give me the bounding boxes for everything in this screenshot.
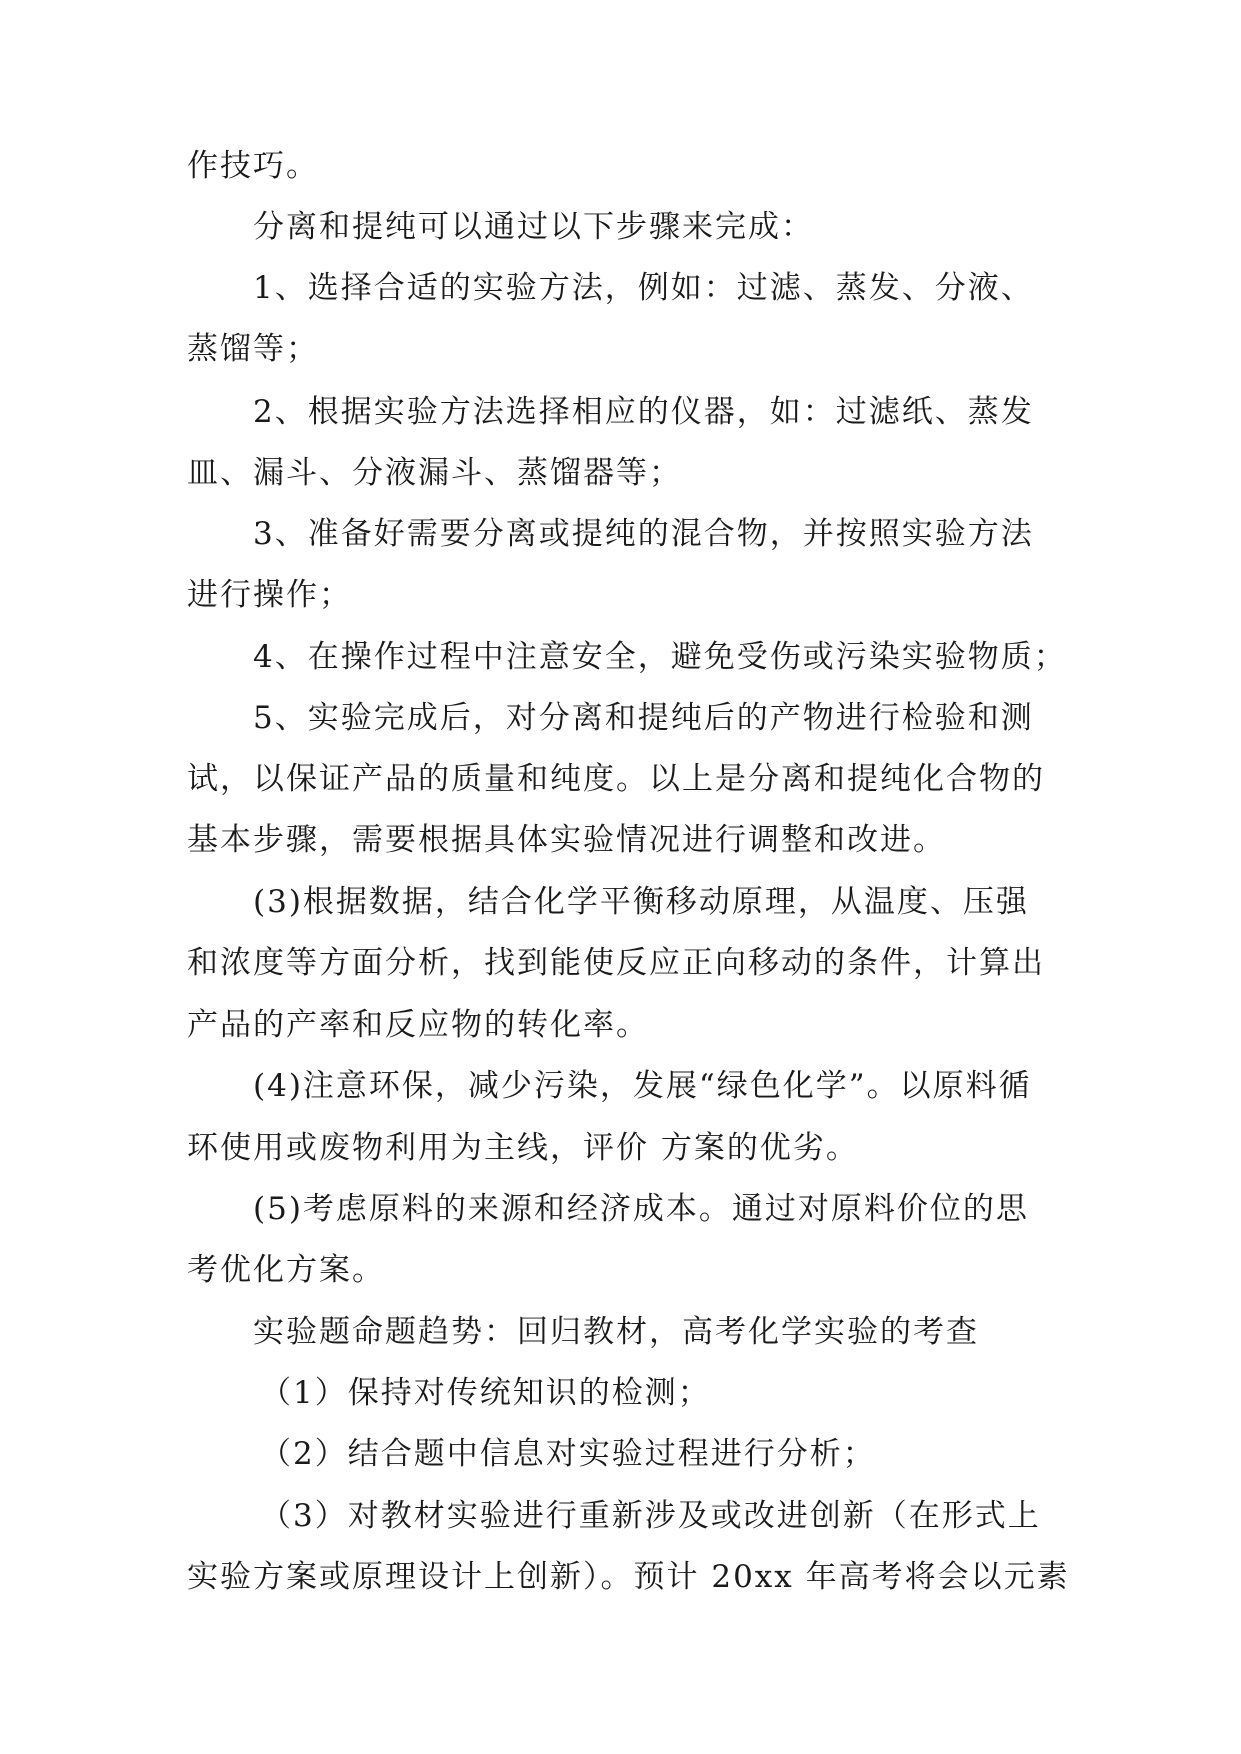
point-5-line: (5)考虑原料的来源和经济成本。通过对原料价位的思: [253, 1191, 1029, 1227]
trend-item-1-line: （1）保持对传统知识的检测；: [260, 1375, 711, 1411]
list-item-2-line: 2、根据实验方法选择相应的仪器，如：过滤纸、蒸发: [253, 394, 1034, 430]
trend-item-2-line: （2）结合题中信息对实验过程进行分析；: [260, 1436, 876, 1472]
list-item-4-line: 4、在操作过程中注意安全，避免受伤或污染实验物质；: [253, 639, 1067, 675]
point-3-line: (3)根据数据，结合化学平衡移动原理，从温度、压强: [253, 884, 1029, 920]
paragraph-line: 分离和提纯可以通过以下步骤来完成：: [253, 209, 814, 245]
text-line: 作技巧。: [187, 148, 319, 184]
point-4-line: (4)注意环保，减少污染，发展“绿色化学”。以原料循: [253, 1068, 1032, 1104]
list-item-5-line: 5、实验完成后，对分离和提纯后的产物进行检验和测: [253, 700, 1034, 736]
point-3-line: 和浓度等方面分析，找到能使反应正向移动的条件，计算出: [187, 945, 1045, 981]
list-item-3-line: 3、准备好需要分离或提纯的混合物，并按照实验方法: [253, 516, 1034, 552]
list-item-5-line: 试，以保证产品的质量和纯度。以上是分离和提纯化合物的: [187, 761, 1045, 797]
trend-item-3-line: （3）对教材实验进行重新涉及或改进创新（在形式上: [260, 1498, 1041, 1534]
point-3-line: 产品的产率和反应物的转化率。: [187, 1007, 649, 1043]
section-heading-line: 实验题命题趋势：回归教材，高考化学实验的考查: [253, 1314, 979, 1350]
list-item-2-line: 皿、漏斗、分液漏斗、蒸馏器等；: [187, 455, 682, 491]
list-item-5-line: 基本步骤，需要根据具体实验情况进行调整和改进。: [187, 822, 946, 858]
point-5-line: 考优化方案。: [187, 1252, 385, 1288]
list-item-3-line: 进行操作；: [187, 577, 352, 613]
trend-item-3-line: 实验方案或原理设计上创新）。预计 20xx 年高考将会以元素: [187, 1559, 1070, 1595]
list-item-1-line: 蒸馏等；: [187, 331, 319, 367]
point-4-line: 环使用或废物利用为主线，评价 方案的优劣。: [187, 1130, 859, 1166]
list-item-1-line: 1、选择合适的实验方法，例如：过滤、蒸发、分液、: [253, 270, 1034, 306]
